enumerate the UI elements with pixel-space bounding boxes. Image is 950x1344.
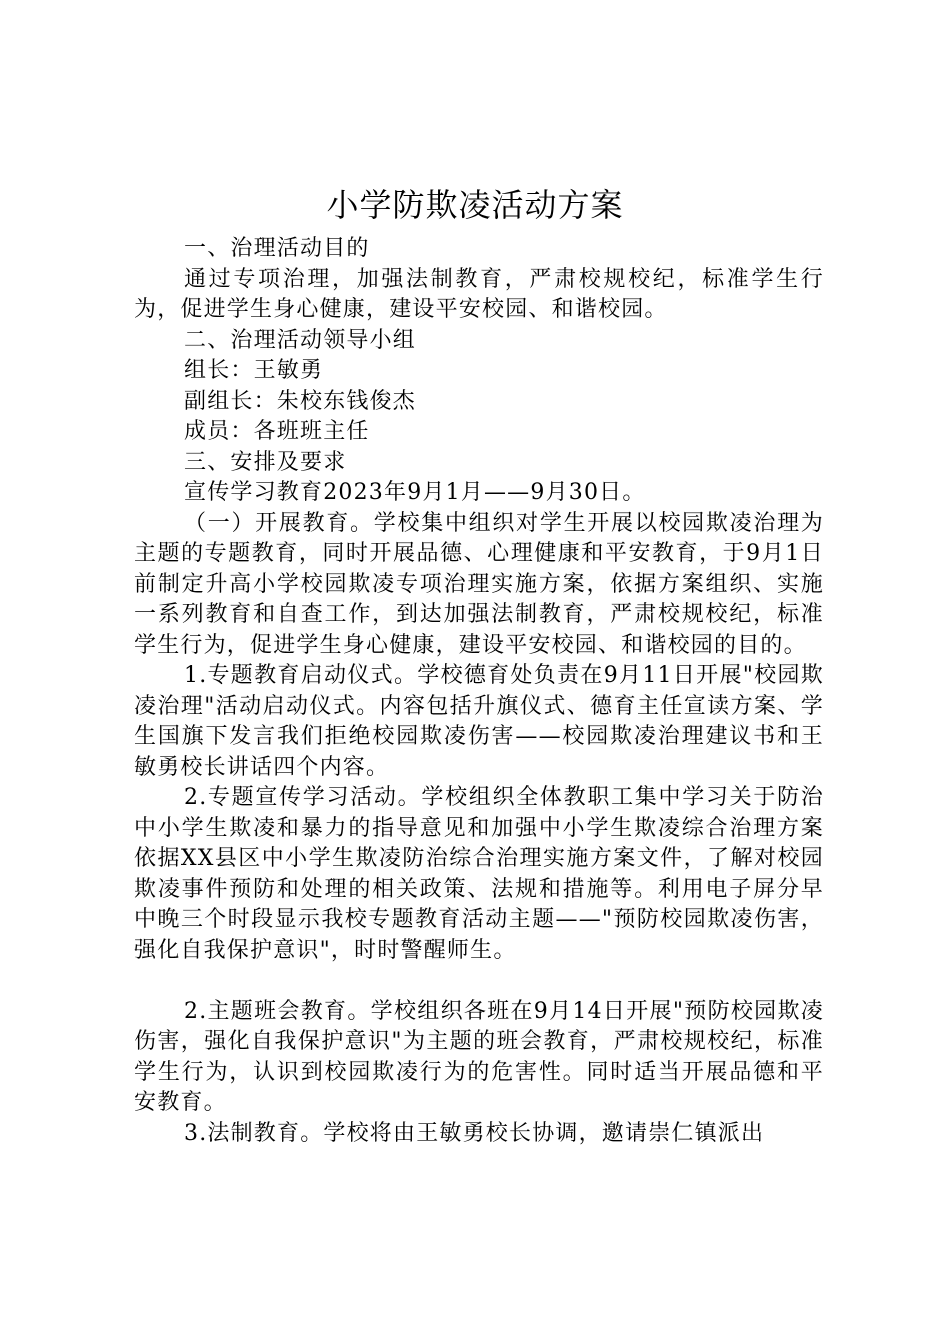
paragraph-gap xyxy=(134,966,824,997)
section-heading-purpose: 一、治理活动目的 xyxy=(184,236,370,261)
education-paragraph: （一）开展教育。学校集中组织对学生开展以校园欺凌治理为主题的专题教育，同时开展品德、心理健康和平安教育，于9月1日前制定升高小学校园欺凌专项治理实施方案，依据方案组织、实施一系列教育和自查工作，到达加强法制教育，严肃校规校纪，标准学生行为，促进学生身心健康，建设平安校园、和谐校园的目的。 xyxy=(134,510,824,658)
section-heading-leadership: 二、治理活动领导小组 xyxy=(184,327,417,353)
deputy-leader-line: 副组长：朱校东钱俊杰 xyxy=(184,388,417,414)
members-line: 成员：各班班主任 xyxy=(184,419,370,444)
legal-education-paragraph: 3.法制教育。学校将由王敏勇校长协调，邀请崇仁镇派出 xyxy=(184,1120,765,1146)
class-meeting-paragraph: 2.主题班会教育。学校组织各班在9月14日开展"预防校园欺凌伤害，强化自我保护意识"为主题的班会教育，严肃校规校纪，标准学生行为，认识到校园欺凌行为的危害性。同时适当开展品德和平安教育。 xyxy=(134,998,824,1115)
launch-ceremony-paragraph: 1.专题教育启动仪式。学校德育处负责在9月11日开展"校园欺凌治理"活动启动仪式。内容包括升旗仪式、德育主任宣读方案、学生国旗下发言我们拒绝校园欺凌伤害——校园欺凌治理建议书和王敏勇校长讲话四个内容。 xyxy=(134,663,824,780)
schedule-line: 宣传学习教育2023年9月1月——9月30日。 xyxy=(184,480,646,505)
section-heading-arrangements: 三、安排及要求 xyxy=(184,449,347,475)
leader-line: 组长：王敏勇 xyxy=(184,358,324,383)
document-title: 小学防欺凌活动方案 xyxy=(326,186,624,224)
purpose-paragraph: 通过专项治理，加强法制教育，严肃校规校纪，标准学生行为，促进学生身心健康，建设平安校园、和谐校园。 xyxy=(134,266,824,322)
document-body xyxy=(134,234,824,1149)
study-activity-paragraph: 2.专题宣传学习活动。学校组织全体教职工集中学习关于防治中小学生欺凌和暴力的指导意见和加强中小学生欺凌综合治理方案依据XX县区中小学生欺凌防治综合治理实施方案文件，了解对校园欺凌事件预防和处理的相关政策、法规和措施等。利用电子屏分早中晚三个时段显示我校专题教育活动主题——"预防校园欺凌伤害，强化自我保护意识"，时时警醒师生。 xyxy=(134,785,824,963)
